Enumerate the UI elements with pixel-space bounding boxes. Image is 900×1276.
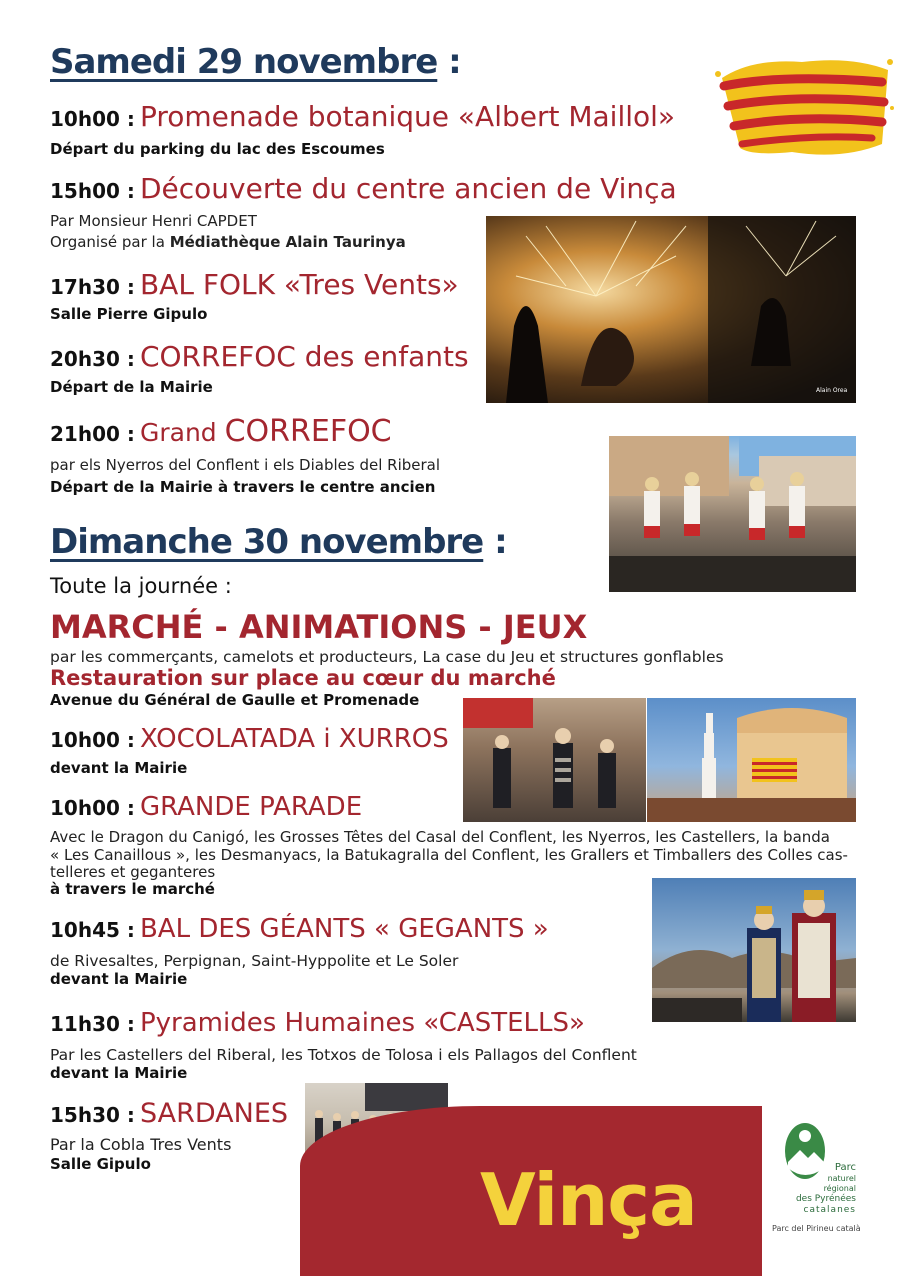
- giants-photo: [652, 878, 856, 1022]
- event-sun-2: [50, 792, 362, 822]
- organizer-name: Médiathèque Alain Taurinya: [169, 233, 406, 251]
- event-time: 10h00 :: [50, 728, 135, 752]
- event-location: Salle Pierre Gipulo: [50, 305, 208, 323]
- event-title: GRANDE PARADE: [139, 792, 363, 822]
- event-time: 11h30 :: [50, 1012, 135, 1036]
- event-time: 10h00 :: [50, 796, 135, 820]
- park-line-6: Parc del Pirineu català: [772, 1224, 861, 1233]
- event-description: Par les Castellers del Riberal, les Totxos de Tolosa i els Pallagos del Conflent: [50, 1046, 637, 1064]
- correfoc-photo: [486, 216, 856, 403]
- event-description-line-3: telleres et geganteres: [50, 863, 216, 881]
- event-presenter: Par Monsieur Henri CAPDET: [50, 212, 257, 230]
- event-location: devant la Mairie: [50, 1064, 188, 1082]
- fireworks-sparks-graphic: [486, 216, 856, 403]
- event-location: Salle Gipulo: [50, 1155, 151, 1173]
- event-location: Départ de la Mairie: [50, 378, 213, 396]
- event-sat-1: [50, 100, 675, 133]
- catering-location: Avenue du Général de Gaulle et Promenade: [50, 691, 420, 709]
- event-title: CORREFOC des enfants: [139, 340, 469, 373]
- park-line-1: Parc: [834, 1162, 856, 1173]
- event-location: devant la Mairie: [50, 970, 188, 988]
- event-title: BAL FOLK «Tres Vents»: [139, 268, 459, 301]
- town-name: Vinça: [480, 1158, 697, 1242]
- band-photo: [463, 698, 646, 822]
- giants-scene-graphic: [652, 878, 856, 1022]
- saturday-heading-text: Samedi 29 novembre: [50, 42, 438, 82]
- park-logo: [772, 1122, 892, 1242]
- park-logo-icon: [784, 1122, 826, 1180]
- event-sun-5: [50, 1098, 288, 1129]
- event-title: Pyramides Humaines «CASTELLS»: [139, 1008, 585, 1038]
- event-title: Promenade botanique «Albert Maillol»: [139, 100, 676, 133]
- castell-scene-graphic: [647, 698, 856, 822]
- market-title: MARCHÉ - ANIMATIONS - JEUX: [50, 608, 588, 646]
- event-title: BAL DES GÉANTS « GEGANTS »: [139, 914, 549, 944]
- event-location: Départ de la Mairie à travers le centre ancien: [50, 478, 436, 496]
- sunday-heading-text: Dimanche 30 novembre: [50, 522, 484, 562]
- event-title: XOCOLATADA i XURROS: [139, 724, 449, 754]
- event-description-line-2: « Les Canaillous », les Desmanyacs, la Batukagralla del Conflent, les Grallers et Timballers des Colles cas-: [50, 846, 848, 864]
- sunday-heading-colon: :: [483, 522, 507, 562]
- event-title: SARDANES: [139, 1098, 289, 1129]
- event-description-line-1: Avec le Dragon du Canigó, les Grosses Têtes del Casal del Conflent, les Nyerros, les Castellers, la banda: [50, 828, 830, 846]
- event-time: 15h00 :: [50, 179, 135, 203]
- saturday-heading-colon: :: [437, 42, 461, 82]
- event-location: à travers le marché: [50, 880, 215, 898]
- event-title-prefix: Grand: [139, 418, 225, 447]
- catalan-flag-graphic: [712, 48, 896, 166]
- event-sun-4: [50, 1008, 585, 1038]
- event-title: Découverte du centre ancien de Vinça: [139, 172, 677, 205]
- catering-title: Restauration sur place au cœur du marché: [50, 666, 556, 690]
- event-sun-3: [50, 914, 549, 944]
- event-sat-4: [50, 340, 469, 373]
- photo-credit: Alain Orea: [816, 387, 848, 394]
- park-line-5: catalanes: [803, 1205, 856, 1215]
- event-time: 15h30 :: [50, 1103, 135, 1127]
- event-sun-1: [50, 724, 449, 754]
- event-sat-2: [50, 172, 677, 205]
- dancers-photo: [609, 436, 856, 592]
- sunday-heading: [50, 522, 507, 562]
- event-title: CORREFOC: [224, 414, 392, 449]
- all-day-label: Toute la journée :: [50, 574, 232, 598]
- event-time: 21h00 :: [50, 422, 135, 446]
- event-description: Par la Cobla Tres Vents: [50, 1135, 232, 1154]
- event-time: 10h00 :: [50, 107, 135, 131]
- castell-photo: [647, 698, 856, 822]
- park-line-4: des Pyrénées: [795, 1194, 856, 1204]
- event-sat-5: [50, 414, 392, 449]
- event-time: 17h30 :: [50, 275, 135, 299]
- park-line-3: régional: [823, 1184, 856, 1193]
- organizer-prefix: Organisé par la: [50, 233, 170, 251]
- event-location: devant la Mairie: [50, 759, 188, 777]
- event-description: de Rivesaltes, Perpignan, Saint-Hyppolite et Le Soler: [50, 952, 459, 970]
- dancers-scene-graphic: [609, 436, 856, 592]
- park-line-2: naturel: [827, 1174, 856, 1183]
- band-scene-graphic: [463, 698, 646, 822]
- event-location: Départ du parking du lac des Escoumes: [50, 140, 385, 158]
- saturday-heading: [50, 42, 461, 82]
- event-description: par els Nyerros del Conflent i els Diables del Riberal: [50, 456, 441, 474]
- event-time: 20h30 :: [50, 347, 135, 371]
- event-sat-3: [50, 268, 459, 301]
- event-organizer: [50, 233, 406, 251]
- market-description: par les commerçants, camelots et producteurs, La case du Jeu et structures gonflables: [50, 648, 724, 666]
- event-time: 10h45 :: [50, 918, 135, 942]
